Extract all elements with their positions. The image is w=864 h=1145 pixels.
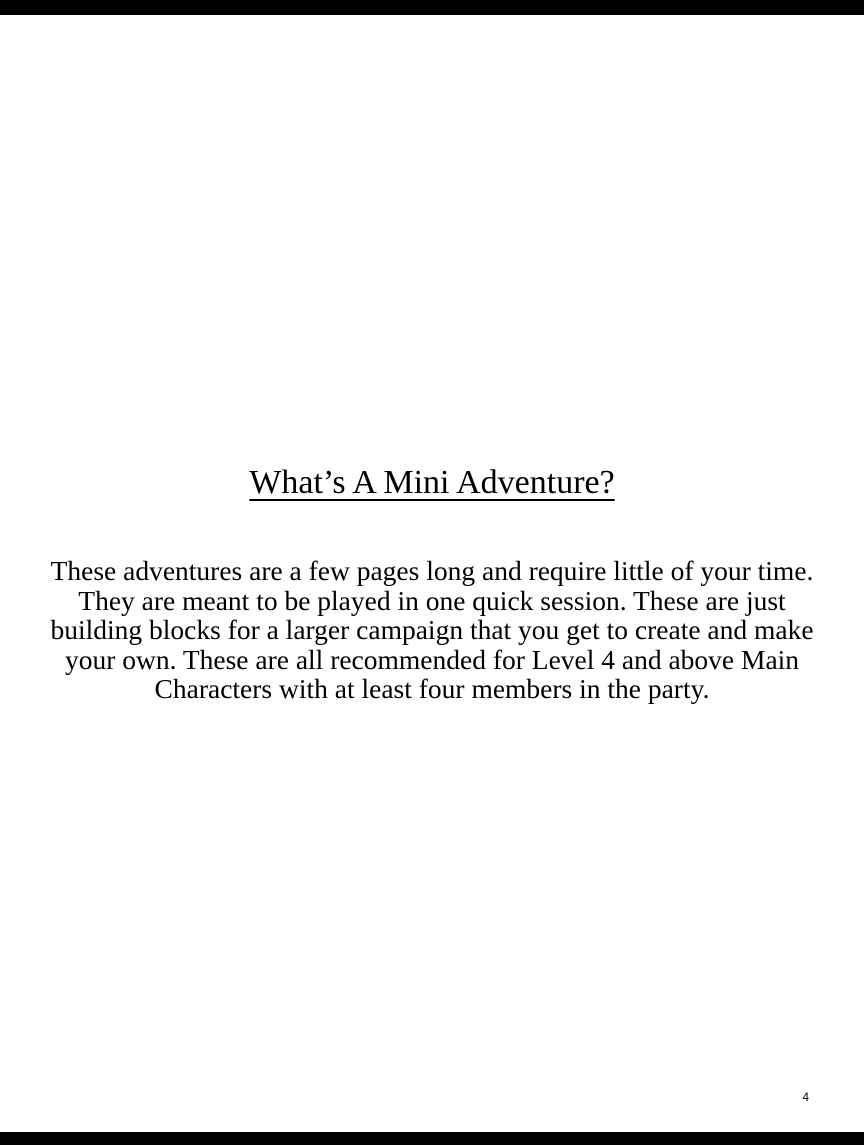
- page-title-text: What’s A Mini Adventure?: [249, 464, 615, 501]
- page-title: [0, 461, 864, 505]
- intro-paragraph: These adventures are a few pages long and require little of your time. They are meant to be played in one quick session. These are just building blocks for a larger campaign that you get to create and make your own. These are all recommended for Level 4 and above Main Characters with at least four members in the party.: [50, 555, 814, 704]
- page-number: 4: [802, 1090, 809, 1104]
- document-page: [0, 15, 864, 1132]
